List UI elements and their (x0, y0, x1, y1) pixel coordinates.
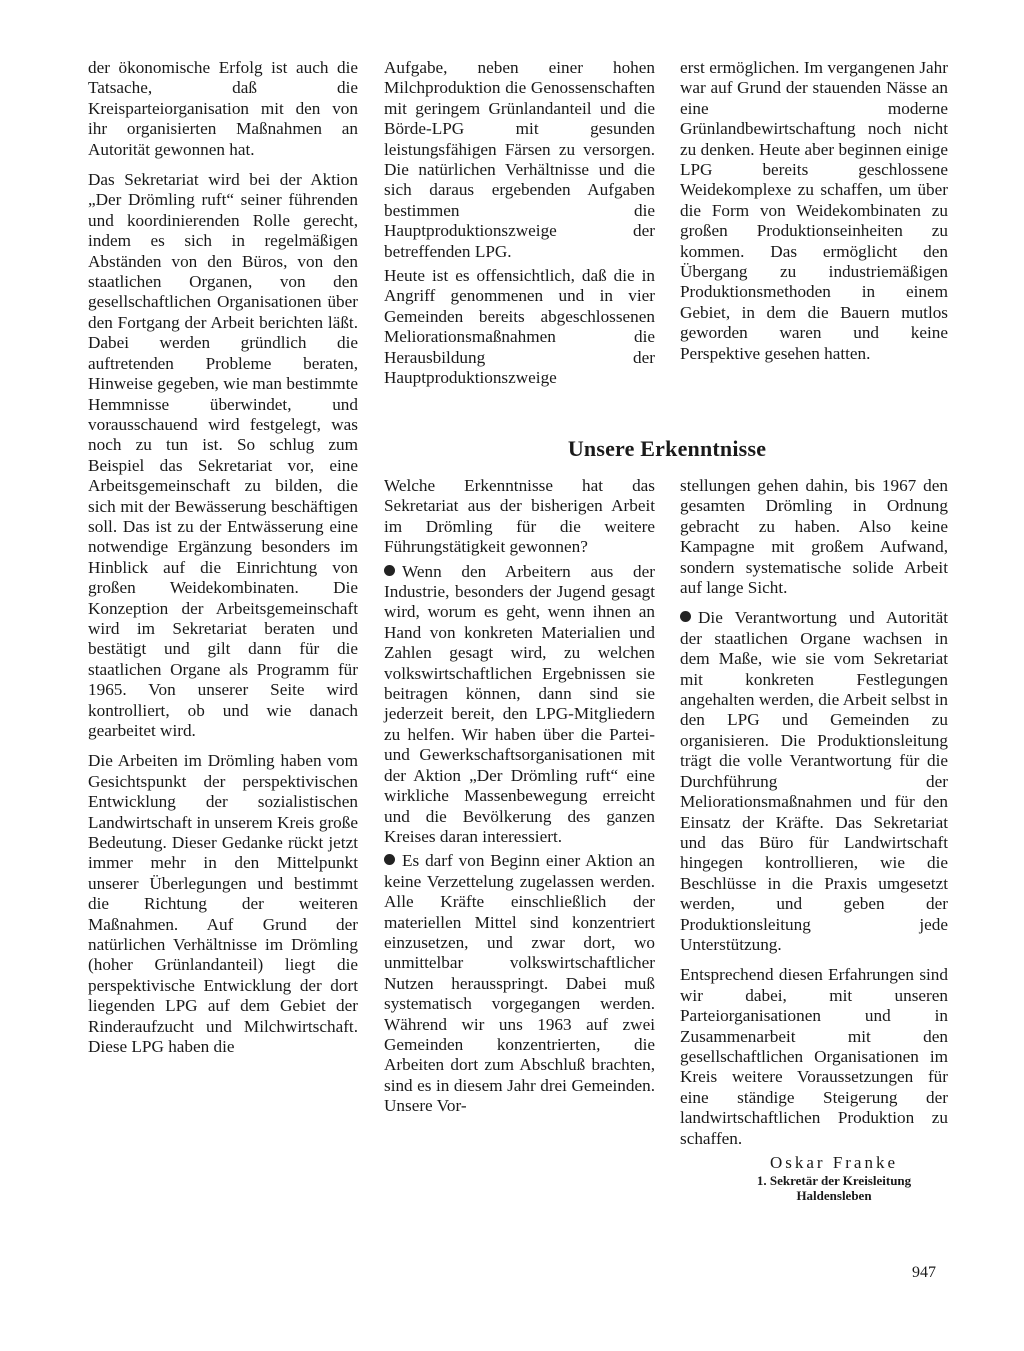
section-heading: Unsere Erkenntnisse (567, 436, 767, 461)
paragraph: Heute ist es offensichtlich, daß die in Angriff genommenen und in vier Gemeinden bereits abgeschlossenen Meliorationsmaßnahmen die Herausbildung der Hauptproduktionszweige (384, 266, 655, 388)
text-column-middle-bottom (384, 476, 655, 1117)
paragraph: Entsprechend diesen Erfahrungen sind wir dabei, mit unseren Parteiorganisationen und in Zusammenarbeit mit den gesellschaftlichen Organisationen im Kreis weitere Voraussetzungen für eine ständige Steigerung der landwirtschaftlichen Produktion zu schaffen. (680, 965, 948, 1148)
signature (680, 1153, 948, 1203)
bullet-paragraph (384, 562, 655, 848)
paragraph: der ökonomische Erfolg ist auch die Tatsache, daß die Kreisparteiorganisation mit den von ihr organisierten Maßnahmen an Autorität gewonnen hat. (88, 58, 358, 159)
paragraph: Aufgabe, neben einer hohen Milchproduktion die Genossenschaften mit geringem Grünlandanteil und die Börde-LPG mit gesunden leistungsfähigen Färsen zu versorgen. Die natürlichen Verhältnisse und die sich daraus ergebenden Aufgaben bestimmen die Hauptproduktionszweige der betreffenden LPG. (384, 58, 655, 261)
author-location: Haldensleben (796, 1188, 872, 1204)
text-column-left (88, 58, 358, 1058)
bullet-icon (384, 565, 395, 576)
bullet-text: Die Verantwortung und Autorität der staatlichen Organe wachsen in dem Maße, wie sie vom Sekretariat mit konkreten Festlegungen angehalten werden, die Arbeit selbst in den LPG und Gemeinden zu organisieren. Die Produktionsleitung trägt die volle Verantwortung für die Durchführung der Meliorationsmaßnahmen und für den Einsatz der Kräfte. Das Sekretariat und das Büro für Landwirtschaft hingegen kontrollieren, wie die Beschlüsse in die Praxis umgesetzt werden, und geben der Produktionsleitung jede Unterstützung. (680, 608, 948, 954)
bullet-paragraph (384, 851, 655, 1116)
bullet-text: Es darf von Beginn einer Aktion an keine Verzettelung zugelassen werden. Alle Kräfte einschließlich der materiellen Mittel sind konzentriert einzusetzen, und zwar dort, wo unmittelbar volkswirtschaftlicher Nutzen herausspringt. Dabei muß systematisch vorgegangen werden. Während wir uns 1963 auf zwei Gemeinden konzentrierten, die Arbeiten dort zum Abschluß brachten, sind es in diesem Jahr drei Gemeinden. Unsere Vor- (384, 851, 655, 1116)
bullet-icon (384, 854, 395, 865)
author-role: 1. Sekretär der Kreisleitung (756, 1173, 912, 1189)
bullet-text: Wenn den Arbeitern aus der Industrie, besonders der Jugend gesagt wird, worum es geht, wenn ihnen an Hand von konkreten Materialien und Zahlen gesagt wird, zu welchen volkswirtschaftlichen Ergebnissen sie beitragen können, dann sind sie jederzeit bereit, den LPG-Mitgliedern zu helfen. Wir haben über die Partei- und Gewerkschaftsorganisationen mit der Aktion „Der Drömling ruft“ eine wirkliche Massenbewegung erreicht und die Bevölkerung des ganzen Kreises daran interessiert. (384, 561, 655, 846)
paragraph: erst ermöglichen. Im vergangenen Jahr war auf Grund der stauenden Nässe an eine moderne Grünlandbewirtschaftung noch nicht zu denken. Heute aber beginnen einige LPG bereits geschlossene Weidekomplexe zu schaffen, um über die Form von Weidekombinaten zu großen Produktionseinheiten zu kommen. Das ermöglicht den Übergang zu industriemäßigen Produktionsmethoden in einem Gebiet, in dem die Bauern mutlos geworden waren und keine Perspektive gesehen hatten. (680, 58, 948, 363)
paragraph: Das Sekretariat wird bei der Aktion „Der Drömling ruft“ seiner führenden und koordinierenden Rolle gerecht, indem es sich in regelmäßigen Abständen von den Büros, von den staatlichen Organen, von den gesellschaftlichen Organisationen über den Fortgang der Arbeit berichten läßt. Dabei werden gründlich die auftretenden Probleme beraten, Hinweise gegeben, wie man bestimmte Hemmnisse überwindet, und vorausschauend wird festgelegt, was noch zu tun ist. So schlug zum Beispiel das Sekretariat vor, eine Arbeitsgemeinschaft zu bilden, die sich mit der Bewässerung beschäftigen soll. Das ist zu der Entwässerung eine notwendige Ergänzung besonders im Hinblick auf die Einrichtung von großen Weidekombinaten. Die Konzeption der Arbeitsgemeinschaft wird im Sekretariat beraten und bestätigt und gilt dann für die staatlichen Organe als Programm für 1965. Von unserer Seite wird kontrolliert, ob und wie danach gearbeitet wird. (88, 170, 358, 740)
paragraph: Die Arbeiten im Drömling haben vom Gesichtspunkt der perspektivischen Entwicklung der sozialistischen Landwirtschaft in unserem Kreis große Bedeutung. Dieser Gedanke rückt jetzt immer mehr in den Mittelpunkt unserer Überlegungen und bestimmt die Richtung der weiteren Maßnahmen. Auf Grund der natürlichen Verhältnisse im Drömling (hoher Grünlandanteil) liegt die perspektivische Entwicklung der dort liegenden LPG auf dem Gebiet der Rinderaufzucht und Milchwirtschaft. Diese LPG haben die (88, 751, 358, 1057)
text-column-middle-top (384, 58, 655, 389)
bullet-paragraph (680, 608, 948, 955)
author-name: Oskar Franke (769, 1153, 899, 1172)
bullet-icon (680, 611, 691, 622)
paragraph: stellungen gehen dahin, bis 1967 den gesamten Drömling in Ordnung gebracht zu haben. Also keine Kampagne mit großem Aufwand, sondern systematische solide Arbeit auf lange Sicht. (680, 476, 948, 598)
text-column-right-top (680, 58, 948, 364)
text-column-right-bottom (680, 476, 948, 1203)
paragraph: Welche Erkenntnisse hat das Sekretariat aus der bisherigen Arbeit im Drömling für die weitere Führungstätigkeit gewonnen? (384, 476, 655, 557)
page-number: 947 (912, 1264, 936, 1281)
